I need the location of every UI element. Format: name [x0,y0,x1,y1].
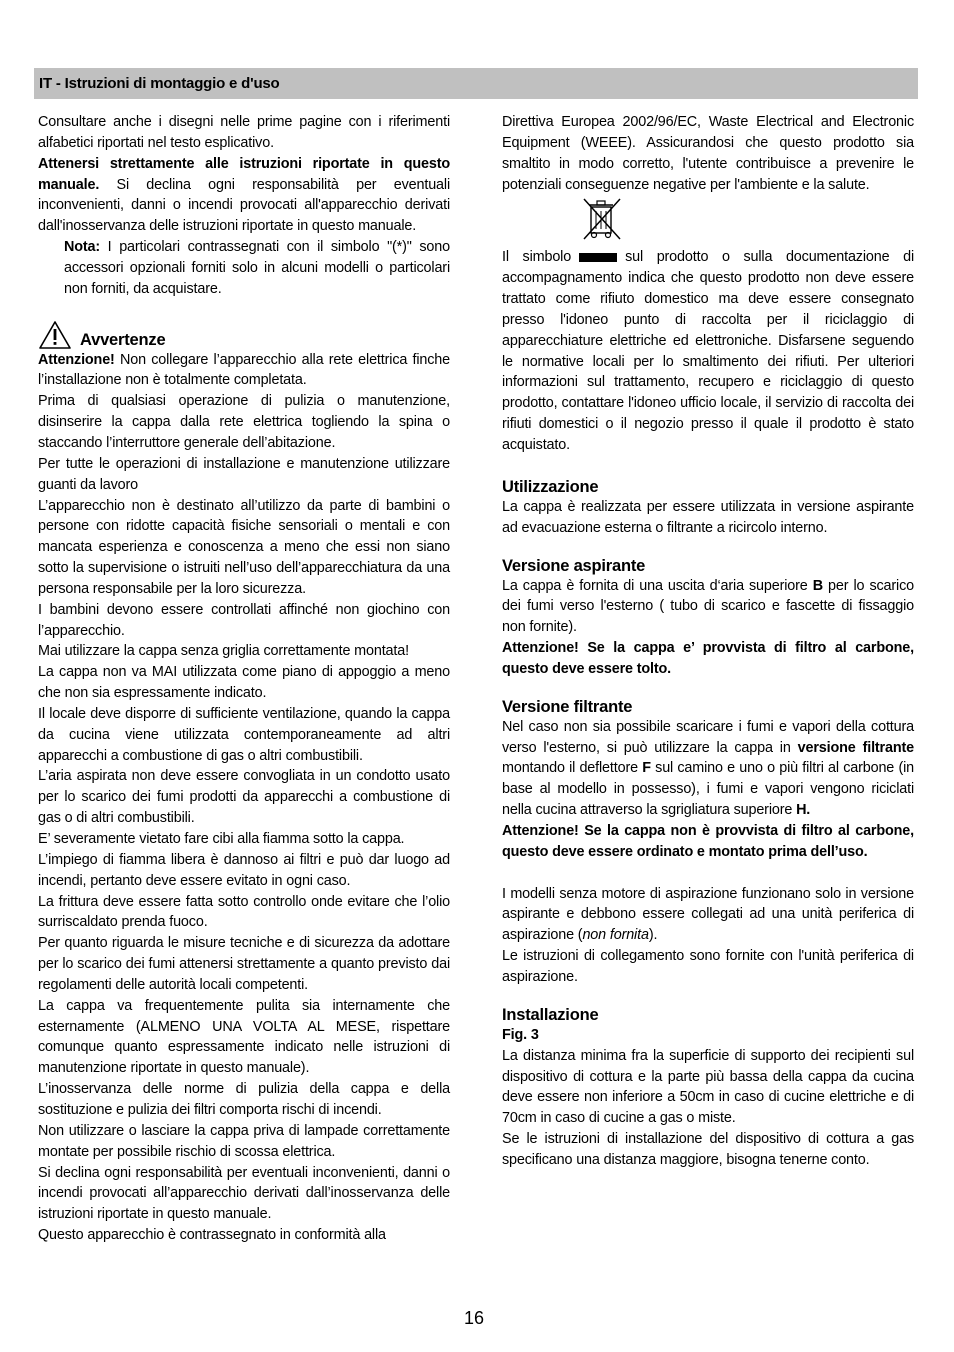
installation-paragraph: La distanza minima fra la superficie di supporto dei recipienti sul dispositivo di cottura e la parte più bassa della cappa da cucina deve essere non inferiore a 50cm in caso di cucine elettriche e di 70cm in caso di cucine a gas o miste. [502,1047,914,1127]
warning-paragraph: La cappa non va MAI utilizzata come piano di appoggio a meno che non sia espressamente indicato. [38,664,450,702]
warning-paragraph: L’aria aspirata non deve essere convogliata in un condotto usato per lo scarico dei fumi prodotti da apparecchi a combustione di gas o di altri combustibili. [38,768,450,827]
section-header [34,68,918,99]
warning-paragraph: Mai utilizzare la cappa senza griglia correttamente montata! [38,643,409,660]
installation-paragraph-2: Se le istruzioni di installazione del dispositivo di cottura a gas specificano una distanza maggiore, bisogna tenerne conto. [502,1131,914,1168]
section-header-title: IT - Istruzioni di montaggio e d'uso [39,75,280,92]
weee-paragraph: Direttiva Europea 2002/96/EC, Waste Electrical and Electronic Equipment (WEEE). Assicurandosi che questo prodotto sia smaltito in modo corretto, l'utente contribuisce a prevenire le potenziali conseguenze negative per l'ambiente e la salute. [502,114,914,193]
filtering-title: Versione filtrante [502,697,633,716]
left-column [38,112,450,1246]
warning-paragraph: Prima di qualsiasi operazione di pulizia o manutenzione, disinserire la cappa dalla rete elettrica togliendo la spina o staccando l’interruttore generale dell’abitazione. [38,393,450,451]
models-paragraph-2: Le istruzioni di collegamento sono fornite con l'unità periferica di aspirazione. [502,948,914,985]
warning-paragraph: Per quanto riguarda le misure tecniche e di sicurezza da adottare per lo scarico dei fumi attenersi strettamente a quanto previsto dai regolamenti delle autorità locali competenti. [38,935,450,993]
intro-responsibility: Attenersi strettamente alle istruzioni riportate in questo manuale. Si declina ogni responsabilità per eventuali inconvenienti, danni o incendi provocati all'apparecchio derivati dall'inosservanza delle istruzioni riportate in questo manuale. [38,155,450,235]
warning-paragraph: Per tutte le operazioni di installazione e manutenzione utilizzare guanti da lavoro [38,455,450,493]
nota-paragraph: Nota: I particolari contrassegnati con il simbolo "(*)" sono accessori opzionali forniti solo in alcuni modelli o particolari non forniti, da acquistare. [64,239,450,297]
weee-symbol-paragraph: Il simbolo sul prodotto o sulla documentazione di accompagnamento indica che questo prodotto non deve essere trattato come rifiuto domestico ma deve essere consegnato presso l'idoneo punto di raccolta per il riciclaggio di apparecchiature elettriche ed elettroniche. Disfarsene seguendo le normative locali per lo smaltimento dei rifiuti. Per ulteriori informazioni sul trattamento, recupero e riciclaggio di questo prodotto, contattare l'idoneo ufficio locale, il servizio di raccolta dei rifiuti domestici o il negozio presso il quale il prodotto è stato acquistato. [502,249,915,453]
warning-triangle-icon [38,320,72,350]
warning-paragraph: L’inosservanza delle norme di pulizia della cappa e della sostituzione e pulizia dei filtri comporta rischi di incendi. [38,1081,450,1118]
installation-figure-ref: Fig. 3 [502,1026,539,1043]
warning-paragraph: La cappa va frequentemente pulita sia internamente che esternamente (ALMENO UNA VOLTA AL MESE, rispettare comunque quanto espressamente indicato nelle istruzioni di manutenzione riportate in questo manuale). [38,997,450,1077]
intro-paragraph: Consultare anche i disegni nelle prime pagine con i riferimenti alfabetici riportati nel testo esplicativo. [38,114,450,151]
page-number: 16 [464,1308,485,1328]
filtering-attention: Attenzione! Se la cappa non è provvista di filtro al carbone, questo deve essere ordinato e montato prima dell’uso. [502,822,914,860]
warning-paragraph: Non utilizzare o lasciare la cappa priva di lampade correttamente montate per possibile rischio di scossa elettrica. [38,1122,450,1160]
warnings-heading [38,318,450,350]
models-paragraph: I modelli senza motore di aspirazione funzionano solo in versione aspirante e debbono essere collegati ad una unità periferica di aspirazione (non fornita). [502,885,914,944]
warning-paragraph: L’impiego di fiamma libera è dannoso ai filtri e può dar luogo ad incendi, pertanto deve essere evitato in ogni caso. [38,851,450,889]
filtering-paragraph: Nel caso non sia possibile scaricare i fumi e vapori della cottura verso l'esterno, si può utilizzare la cappa in versione filtrante montando il deflettore F sul camino e uno o più filtri al carbone (in base al modello in possesso), i fumi e vapori vengono riciclati nella cucina attraverso la sgrigliatura superiore H. [502,718,914,819]
use-paragraph: La cappa è realizzata per essere utilizzata in versione aspirante ad evacuazione esterna o filtrante a ricircolo interno. [502,498,914,536]
aspirating-paragraph: La cappa è fornita di una uscita d‘aria superiore B per lo scarico dei fumi verso l'esterno ( tubo di scarico e fascette di fissaggio non fornite). [502,577,914,636]
crossed-out-wheelie-bin-icon [582,197,622,241]
warnings-title: Avvertenze [80,330,166,349]
black-bar-symbol-icon [579,253,617,262]
attention-paragraph: Attenzione! Non collegare l’apparecchio alla rete elettrica finche l’installazione non è totalmente completata. [38,351,450,389]
use-title: Utilizzazione [502,477,599,496]
warning-paragraph: L’apparecchio non è destinato all’utilizzo da parte di bambini o persone con ridotte capacità fisiche sensoriali o mentali e con mancata esperienza e conoscenza a meno che essi non siano sotto la supervisione o istruiti nell’uso dell’apparecchiatura da una persona responsabile per la loro sicurezza. [38,497,450,597]
warning-paragraph: Si declina ogni responsabilità per eventuali inconvenienti, danni o incendi provocati all’apparecchio derivati dall’inosservanza delle istruzioni riportate in questo manuale. [38,1164,450,1223]
warning-paragraph: La frittura deve essere fatta sotto controllo onde evitare che l’olio surriscaldato prenda fuoco. [38,893,450,931]
aspirating-title: Versione aspirante [502,556,646,575]
warning-paragraph: Questo apparecchio è contrassegnato in conformità alla [38,1227,386,1244]
installation-title: Installazione [502,1005,599,1024]
aspirating-attention: Attenzione! Se la cappa e’ provvista di filtro al carbone, questo deve essere tolto. [502,640,914,677]
warning-paragraph: Il locale deve disporre di sufficiente ventilazione, quando la cappa da cucina viene utilizzata contemporaneamente ad altri apparecchi a combustione di gas o altri combustibili. [38,705,450,764]
right-column [502,112,914,1171]
warning-paragraph: E’ severamente vietato fare cibi alla fiamma sotto la cappa. [38,831,405,847]
weee-symbol-box [502,195,914,247]
warning-paragraph: I bambini devono essere controllati affinché non giochino con l’apparecchio. [38,601,450,639]
